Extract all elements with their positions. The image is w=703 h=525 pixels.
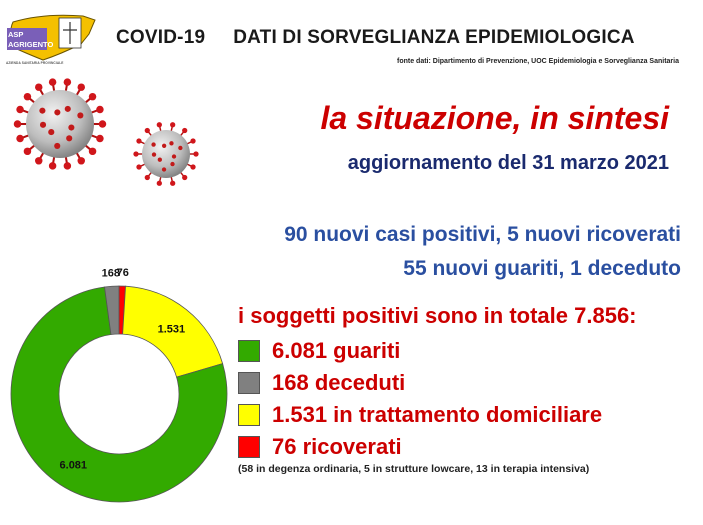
virus-small-surface-protein — [152, 152, 156, 156]
virus-large-surface-protein — [54, 109, 60, 115]
virus-large-spike — [24, 93, 31, 100]
virus-large-spike — [35, 157, 42, 164]
page-title — [116, 27, 635, 49]
headline-recovered-deaths: 55 nuovi guariti, 1 deceduto — [403, 257, 681, 280]
virus-large-spike — [89, 93, 96, 100]
legend-item-ricoverati — [238, 433, 402, 461]
virus-large-spike — [35, 83, 42, 90]
data-label-ricoverati: 76 — [116, 267, 129, 280]
title-right: DATI DI SORVEGLIANZA EPIDEMIOLOGICA — [233, 27, 635, 48]
virus-large-surface-protein — [40, 122, 46, 128]
total-positive: i soggetti positivi sono in totale 7.856: — [238, 303, 637, 328]
virus-small-spike — [190, 138, 195, 143]
virus-large-spike — [49, 162, 56, 169]
legend-label-guariti: 6.081 guariti — [272, 338, 401, 363]
virus-small-surface-protein — [162, 144, 166, 148]
virus-large-surface-protein — [39, 108, 45, 114]
data-label-domiciliare: 1.531 — [157, 323, 186, 336]
legend-item-domiciliare — [238, 401, 602, 429]
coronavirus-illustration — [8, 76, 208, 196]
virus-small-surface-protein — [169, 141, 173, 145]
virus-large-spike — [14, 120, 21, 127]
update-date: aggiornamento del 31 marzo 2021 — [347, 152, 669, 174]
virus-small-spike — [190, 164, 195, 169]
virus-large-spike — [89, 148, 96, 155]
virus-small-spike — [136, 164, 141, 169]
virus-large-spike — [64, 78, 71, 85]
virus-small-surface-protein — [162, 167, 166, 171]
virus-large-spike — [96, 135, 103, 142]
legend-item-deceduti — [238, 369, 405, 397]
virus-large-surface-protein — [54, 143, 60, 149]
virus-small-spike — [170, 181, 175, 186]
virus-large-surface-protein — [68, 124, 74, 130]
logo-text: ASP AGRIGENTO — [8, 30, 54, 49]
virus-large-spike — [16, 135, 23, 142]
virus-small-spike — [182, 175, 187, 180]
title-left: COVID-19 — [116, 27, 206, 48]
virus-large-surface-protein — [48, 129, 54, 135]
legend-label-ricoverati: 76 ricoverati — [272, 434, 402, 459]
virus-large-spike — [49, 78, 56, 85]
virus-small-spike — [145, 128, 150, 133]
legend-item-guariti — [238, 337, 400, 365]
virus-small-spike — [182, 128, 187, 133]
subtitle: la situazione, in sintesi — [320, 100, 669, 136]
virus-small-surface-protein — [158, 158, 162, 162]
virus-small-body — [142, 130, 190, 178]
virus-small-spike — [136, 138, 141, 143]
virus-large-spike — [96, 106, 103, 113]
virus-large-surface-protein — [77, 112, 83, 118]
headline-new-cases: 90 nuovi casi positivi, 5 nuovi ricoverati — [284, 223, 681, 246]
legend-swatch-guariti — [238, 340, 260, 362]
virus-large-surface-protein — [65, 106, 71, 112]
virus-large-spike — [78, 157, 85, 164]
legend-label-domiciliare: 1.531 in trattamento domiciliare — [272, 402, 603, 427]
virus-small-spike — [133, 151, 138, 156]
virus-large-spike — [64, 162, 71, 169]
virus-large-spike — [24, 148, 31, 155]
virus-small-spike — [170, 122, 175, 127]
virus-small-spike — [157, 122, 162, 127]
virus-large-spike — [78, 83, 85, 90]
virus-large-spike — [16, 106, 23, 113]
virus-large-body — [26, 90, 94, 158]
legend-label-deceduti: 168 deceduti — [272, 370, 406, 395]
virus-small-surface-protein — [178, 146, 182, 150]
data-source: fonte dati: Dipartimento di Prevenzione, UOC Epidemiologia e Sorveglianza Sanitaria — [397, 58, 679, 65]
virus-large-spike — [99, 120, 106, 127]
virus-small-spike — [193, 151, 198, 156]
data-label-deceduti: 168 — [101, 267, 120, 280]
virus-small-spike — [157, 181, 162, 186]
legend-swatch-domiciliare — [238, 404, 260, 426]
legend-swatch-deceduti — [238, 372, 260, 394]
virus-small-surface-protein — [151, 142, 155, 146]
virus-large-surface-protein — [66, 135, 72, 141]
virus-small-surface-protein — [172, 154, 176, 158]
virus-small-surface-protein — [170, 162, 174, 166]
legend-swatch-ricoverati — [238, 436, 260, 458]
donut-chart — [0, 267, 240, 508]
data-label-guariti: 6.081 — [59, 459, 88, 472]
hospitalization-note: (58 in degenza ordinaria, 5 in strutture lowcare, 13 in terapia intensiva) — [238, 463, 590, 475]
virus-small-spike — [145, 175, 150, 180]
logo-subtitle: AZIENDA SANITARIA PROVINCIALE — [6, 61, 64, 65]
